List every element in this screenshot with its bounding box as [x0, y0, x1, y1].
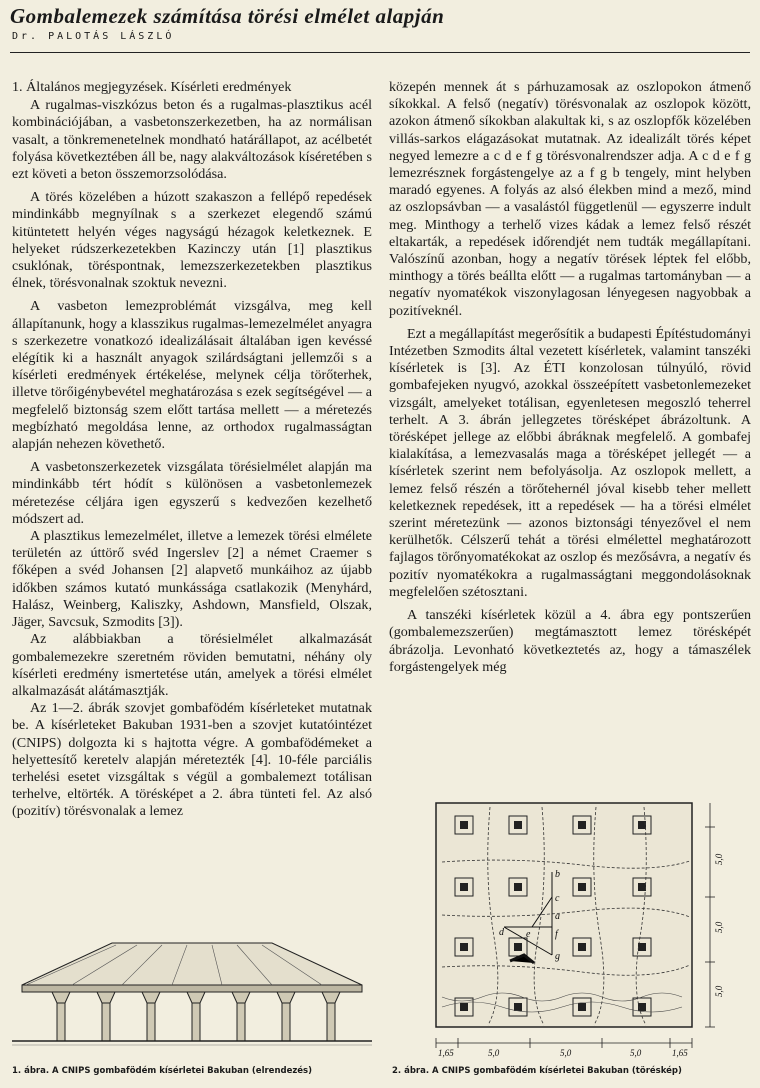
- figure-2-drawing: [392, 797, 752, 1059]
- dim-right-2: 5,0: [714, 921, 724, 933]
- paragraph: A tanszéki kísérletek közül a 4. ábra egy pontszerűen (gombalemezszerűen) megtámasztott lemez törésképét ábrázolja. Levonható következtetés az, hogy a támaszélek forgástengelyek még: [389, 607, 751, 675]
- label-a: a: [555, 911, 560, 922]
- paragraph: A rugalmas-viszkózus beton és a rugalmas-plasztikus acél kombinációjában, a vasbetonszerkezetben, ha az normálisan vasalt, a tönkremenetelnek mondható határállapot, az acélbetét folyása következtében áll be, nagy alakváltozások kíséretében s ezt követi a beton összemorzsolódása.: [12, 97, 372, 183]
- paragraph: A vasbetonszerkezetek vizsgálata törésielmélet alapján ma mindinkább tért hódít s különösen a vasbetonlemezek méretezése céljára igen egyszerű s kedvezően kezelhető módszert ad.: [12, 459, 372, 527]
- author-line: Dr. PALOTÁS LÁSZLÓ: [12, 31, 175, 42]
- paragraph: A törés közelében a húzott szakaszon a fellépő repedések mindinkább megnyílnak s a szerkezet elegendő számú kitüntetett helyén véges nagyságú hézagok keletkeznek. E helyeket rúdszerkezetekben Kazinczy után [1] plasztikus csuklónak, töréspontnak, lemezszerkezetekben plasztikus élnek, törésvonalnak szoktuk nevezni.: [12, 189, 372, 292]
- label-g: g: [555, 951, 560, 962]
- paragraph: Ezt a megállapítást megerősítik a budapesti Építéstudományi Intézetben Szmodits által vezetett kísérletek, valamint tanszéki kísérletek is [3]. Az ÉTI konzolosan túlnyúló, rövid gombafejeken nyugvó, azokkal összeépített vasbetonlemezeket vizsgált, amelyeket totálisan, egyenletesen megoszló teherrel terhelt. A 3. ábrán jellegzetes törésképet ábrázoltunk. A törésképet jellege az előbbi ábráknak megfelelő. A gombafej kialakítása, a lemezvasalás maga a törésképet jellegét — a kísérletek szerint nem befolyásolja. Az oszlopok mellett, a lemez felső részén a törőtehernél jóval kisebb teher mellett keletkeznek repedések, itt a repedések — ha a törési elmélet szerint méretezünk — azonos biztonsági tényezővel el nem kerülhetők. Célszerű tehát a törési elmélettel meghatározott fajlagos törőnyomatékokat az oszlop és mezősávra, a negatív és pozitív nyomatékokra a rugalmasságtani meggondolásoknak megfelelően szétosztani.: [389, 325, 751, 600]
- column-section: [514, 1003, 522, 1011]
- dim-bottom-1: 1,65: [438, 1048, 454, 1058]
- paragraph: közepén mennek át s párhuzamosak az oszlopokon átmenő síkokkal. A felső (negatív) törésvonalak az oszlopok között, azokon átmenő síkokban alakultak ki, s az oszlopfők közelében villás-sarkos elágazásokat mutatnak. Az idealizált törés képet negyed lemezre a c d e f g törésvonalrendszer adja. A c d e f g lemezrésznek forgástengelye az a f g b tengely, mint helyben maradó egyenes. A folyás az alsó élekben mind a mező, mind az oszlopsávban — a vasalástól függetlenül — egyszerre indult meg. Minthogy a terhelő vizes kádak a lemez felső részét eltakarták, a repedések időrendjét nem tudták megállapítani. Valószínű azonban, hogy a negatív törések léptek fel előbb, minthogy a törés beállta előtt — a rugalmas tartományban — a negatív nyomatékok viszonylagosan lényegesen nagyobbak a pozitíveknél.: [389, 79, 751, 319]
- dim-bottom-2: 5,0: [488, 1048, 500, 1058]
- column-section: [578, 1003, 586, 1011]
- label-d: d: [499, 927, 504, 938]
- column-section: [638, 883, 646, 891]
- label-c: c: [555, 893, 560, 904]
- column-section: [514, 821, 522, 829]
- figure-1-drawing: [12, 925, 372, 1060]
- label-e: e: [526, 929, 531, 940]
- right-column: [389, 79, 751, 676]
- dim-bottom-4: 5,0: [630, 1048, 642, 1058]
- dim-bottom-5: 1,65: [672, 1048, 688, 1058]
- paragraph: A plasztikus lemezelmélet, illetve a lemezek törési elmélete területén az úttörő svéd Ingerslev [2] a német Craemer s főképen a svéd Johansen [2] alapvető munkáihoz az újabb időkben számos kutató munkássága csatlakozik (Menyhárd, Halász, Weinberg, Kaliszky, Ashdown, Mansfield, Olszak, Jäger, Savcsuk, Szmodits [3]).: [12, 528, 372, 631]
- column-section: [514, 943, 522, 951]
- label-b: b: [555, 869, 560, 880]
- article-title: Gombalemezek számítása törési elmélet alapján: [10, 4, 445, 28]
- paragraph: Az alábbiakban a törésielmélet alkalmazását gombalemezekre szeretném röviden bemutatni, néhány oly kísérleti eredmény ismertetése után, amelyek a törési elmélet alkalmazását alátámasztják.: [12, 631, 372, 699]
- paragraph: A vasbeton lemezproblémát vizsgálva, meg kell állapítanunk, hogy a klasszikus rugalmas-lemezelmélet anyagra s szerkezetre vonatkozó idealizálásait általában igen kevéssé elégítik ki a használt anyagok szilárdságtani jellemzői s a kísérleti eredmények értékelése, melynek célja törőterhek, illetve törőigénybevétel meghatározása s ezek segítségével — a megfelelő biztonság szem előtt tartása mellett — a méretezés megbízható megoldása lenne, az orthodox rugalmasságtan alapján nehezen követhető.: [12, 298, 372, 453]
- dim-right-1: 5,0: [714, 853, 724, 865]
- column-section: [578, 883, 586, 891]
- column-section: [514, 883, 522, 891]
- figure-2-caption: 2. ábra. A CNIPS gombafödém kísérletei Bakuban (töréskép): [392, 1066, 682, 1076]
- column-section: [460, 883, 468, 891]
- column-section: [460, 821, 468, 829]
- header-rule: [10, 52, 750, 53]
- section-heading: 1. Általános megjegyzések. Kísérleti eredmények: [12, 79, 292, 95]
- column-section: [460, 943, 468, 951]
- left-column: [12, 79, 372, 821]
- column-section: [578, 821, 586, 829]
- paragraph: Az 1—2. ábrák szovjet gombafödém kísérleteket mutatnak be. A kísérleteket Bakuban 1931-ben a szovjet kutatóintézet (CNIPS) dolgozta ki s hajtotta végre. A gombafödémeket a helyettesítő keretelv alapján méretezték [4]. 10-féle parciális terhelési esetet vizsgáltak s végül a gombalemezt totálisan terhelve, eltörték. A törésképet a 2. ábra tünteti fel. Az alsó (pozitív) törésvonalak a lemez: [12, 700, 372, 820]
- figure-1-caption: 1. ábra. A CNIPS gombafödém kísérletei Bakuban (elrendezés): [12, 1066, 312, 1076]
- column-section: [578, 943, 586, 951]
- label-f: f: [555, 929, 558, 940]
- dim-bottom-3: 5,0: [560, 1048, 572, 1058]
- column-section: [460, 1003, 468, 1011]
- dim-right-3: 5,0: [714, 985, 724, 997]
